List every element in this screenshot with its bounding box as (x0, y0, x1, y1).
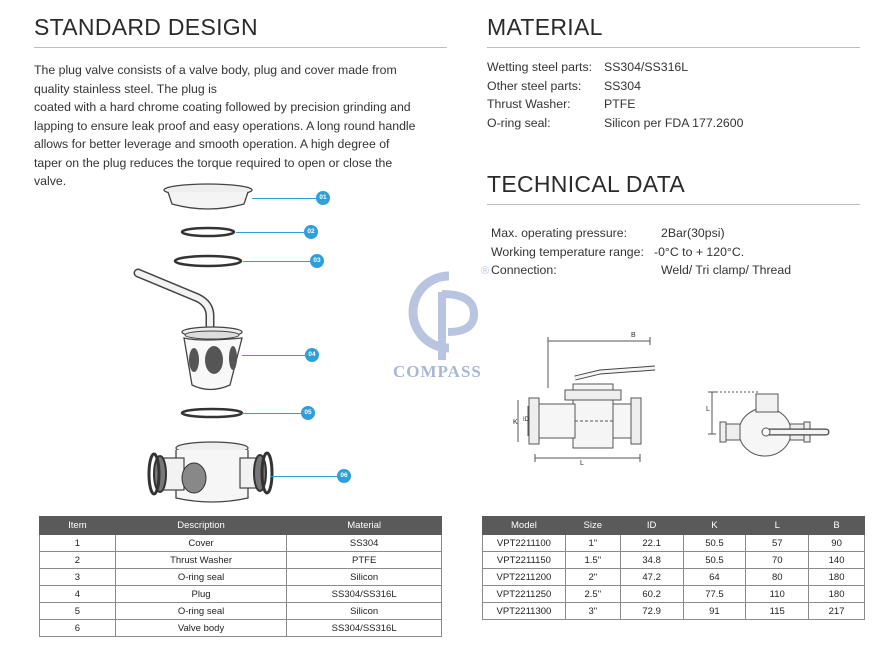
technical-value: 2Bar(30psi) (661, 226, 725, 240)
material-label: Thrust Washer: (487, 97, 571, 111)
table-cell: 50.5 (683, 552, 746, 569)
heading-divider (487, 47, 860, 48)
table-cell: 91 (683, 603, 746, 620)
table-cell: 217 (809, 603, 865, 620)
table-cell: 4 (40, 586, 116, 603)
table-cell: 1.5" (565, 552, 620, 569)
table-cell: 180 (809, 569, 865, 586)
table-cell: SS304/SS316L (287, 620, 442, 637)
paragraph-line: lapping to ensure leak proof and easy operations. A long round handle (34, 118, 416, 133)
table-row (483, 586, 865, 603)
paragraph-line: The plug valve consists of a valve body, plug and cover made from (34, 63, 397, 77)
table-cell: 47.2 (620, 569, 683, 586)
exploded-view-drawing (130, 180, 360, 510)
table-cell: O-ring seal (115, 603, 287, 620)
table-cell: 50.5 (683, 535, 746, 552)
material-value: SS304 (604, 79, 641, 93)
table-cell: VPT2211200 (483, 569, 566, 586)
table-row (483, 552, 865, 569)
paragraph-line: allows for better leverage and smooth operation. A high degree of (34, 137, 390, 151)
technical-data-heading: TECHNICAL DATA (487, 171, 686, 197)
dimension-label-l: L (580, 460, 584, 467)
callout-leader (252, 198, 316, 199)
table-row (483, 569, 865, 586)
technical-label: Connection: (491, 263, 557, 277)
table-header-row (483, 517, 865, 535)
plug-part (182, 327, 242, 390)
callout-02: 02 (304, 225, 318, 239)
table-cell: Valve body (115, 620, 287, 637)
table-cell: 70 (746, 552, 809, 569)
heading-divider (487, 204, 860, 205)
table-cell: Thrust Washer (115, 552, 287, 569)
table-row (40, 569, 442, 586)
table-cell: 5 (40, 603, 116, 620)
material-value: PTFE (604, 97, 636, 111)
standard-design-paragraph (34, 61, 446, 191)
size-table (482, 516, 865, 620)
column-header: Model (483, 517, 566, 535)
dimension-label-k: K (513, 419, 518, 426)
table-cell: 72.9 (620, 603, 683, 620)
callout-05: 05 (301, 406, 315, 420)
table-cell: VPT2211100 (483, 535, 566, 552)
heading-divider (34, 47, 447, 48)
table-cell: 3" (565, 603, 620, 620)
callout-leader (270, 476, 337, 477)
parts-table (39, 516, 442, 637)
callout-leader (242, 413, 301, 414)
table-cell: 90 (809, 535, 865, 552)
table-row (40, 603, 442, 620)
callout-leader (243, 261, 310, 262)
table-cell: VPT2211300 (483, 603, 566, 620)
table-cell: SS304/SS316L (287, 586, 442, 603)
valve-body-part (149, 442, 272, 502)
table-row (483, 603, 865, 620)
table-cell: Plug (115, 586, 287, 603)
table-row (40, 586, 442, 603)
table-cell: 1" (565, 535, 620, 552)
column-header: L (746, 517, 809, 535)
table-cell: Cover (115, 535, 287, 552)
table-row (483, 535, 865, 552)
table-row (40, 620, 442, 637)
column-header: Material (287, 517, 442, 535)
table-cell: 3 (40, 569, 116, 586)
technical-list (491, 226, 871, 286)
cover-part (164, 184, 252, 209)
callout-01: 01 (316, 191, 330, 205)
table-cell: 60.2 (620, 586, 683, 603)
registered-mark: ® (481, 265, 490, 277)
column-header: Size (565, 517, 620, 535)
table-cell: 1 (40, 535, 116, 552)
technical-label: Max. operating pressure: (491, 226, 628, 240)
callout-04: 04 (305, 348, 319, 362)
standard-design-heading: STANDARD DESIGN (34, 14, 258, 40)
table-cell: 2.5" (565, 586, 620, 603)
callout-06: 06 (337, 469, 351, 483)
paragraph-line: coated with a hard chrome coating followed by precision grinding and (34, 100, 411, 114)
dimension-label-l-top: L (706, 406, 710, 413)
callout-leader (236, 232, 304, 233)
table-cell: SS304 (287, 535, 442, 552)
table-cell: Silicon (287, 569, 442, 586)
table-cell: 80 (746, 569, 809, 586)
column-header: K (683, 517, 746, 535)
material-list (487, 60, 867, 140)
column-header: B (809, 517, 865, 535)
table-cell: 22.1 (620, 535, 683, 552)
table-cell: 2" (565, 569, 620, 586)
table-cell: 115 (746, 603, 809, 620)
material-label: Wetting steel parts: (487, 60, 593, 74)
table-cell: Silicon (287, 603, 442, 620)
callout-leader (242, 355, 305, 356)
technical-value: Weld/ Tri clamp/ Thread (661, 263, 792, 277)
dimension-label-b: B (631, 332, 636, 339)
table-cell: PTFE (287, 552, 442, 569)
dimension-label-id: ID (523, 417, 529, 423)
material-value: Silicon per FDA 177.2600 (604, 116, 744, 130)
o-ring-part (182, 409, 242, 417)
table-cell: VPT2211150 (483, 552, 566, 569)
plug-handle-part (138, 273, 210, 326)
table-cell: 77.5 (683, 586, 746, 603)
material-heading: MATERIAL (487, 14, 603, 40)
compass-logo-text: COMPASS (393, 362, 482, 381)
material-value: SS304/SS316L (604, 60, 689, 74)
table-cell: 57 (746, 535, 809, 552)
column-header: ID (620, 517, 683, 535)
table-cell: 6 (40, 620, 116, 637)
top-dimension-drawing (700, 388, 835, 463)
paragraph-line: quality stainless steel. The plug is (34, 81, 217, 96)
paragraph-line: valve. (34, 174, 67, 188)
table-cell: 64 (683, 569, 746, 586)
material-label: Other steel parts: (487, 79, 582, 93)
material-label: O-ring seal: (487, 116, 551, 130)
table-cell: O-ring seal (115, 569, 287, 586)
table-cell: 110 (746, 586, 809, 603)
table-row (40, 535, 442, 552)
technical-label: Working temperature range: (491, 245, 644, 259)
side-dimension-drawing (505, 328, 675, 470)
table-cell: VPT2211250 (483, 586, 566, 603)
table-cell: 140 (809, 552, 865, 569)
column-header: Item (40, 517, 116, 535)
technical-value: -0°C to + 120°C. (654, 245, 745, 259)
table-row (40, 552, 442, 569)
o-ring-part (175, 256, 241, 266)
column-header: Description (115, 517, 287, 535)
table-cell: 2 (40, 552, 116, 569)
paragraph-line: taper on the plug reduces the torque required to open or close the (34, 155, 393, 170)
table-cell: 34.8 (620, 552, 683, 569)
table-header-row (40, 517, 442, 535)
thrust-washer-part (182, 228, 234, 236)
compass-logo-icon (404, 268, 494, 363)
callout-03: 03 (310, 254, 324, 268)
table-cell: 180 (809, 586, 865, 603)
